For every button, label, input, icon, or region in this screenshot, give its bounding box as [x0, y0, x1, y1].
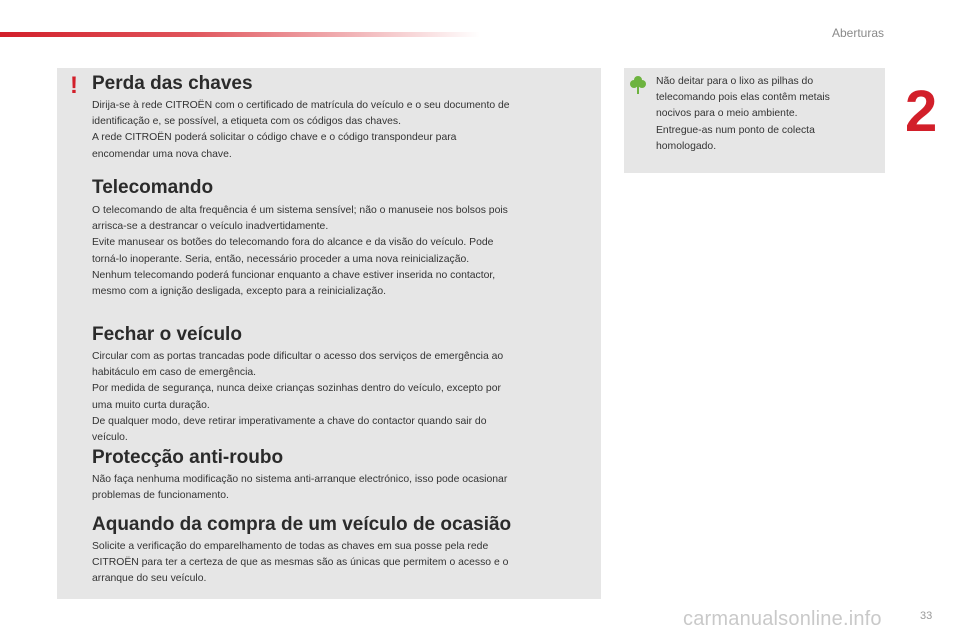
page-number: 33 [920, 610, 933, 622]
paragraph-compra-veiculo-ocasiao: Solicite a verificação do emparelhamento de todas as chaves em sua posse pela rede CITROËN para ter a certeza de que as mesmas são as únicas que permitem o acesso e o arranque do seu veículo. [92, 541, 509, 585]
paragraph-perda-das-chaves: Dirija-se à rede CITROËN com o certificado de matrícula do veículo e o seu documento de identificação e, se possível, a etiqueta com os códigos das chaves. A rede CITROËN poderá solicitar o código chave e o código transpondeur para encomendar uma nova chave. [92, 100, 510, 160]
paragraph-proteccao-anti-roubo: Não faça nenhuma modificação no sistema anti-arranque electrónico, isso pode ocasionar problemas de funcionamento. [92, 474, 508, 502]
chapter-number: 2 [905, 79, 938, 144]
leaf-icon [629, 75, 647, 100]
warning-icon: ! [70, 72, 78, 99]
heading-proteccao-anti-roubo: Protecção anti-roubo [92, 447, 284, 468]
paragraph-fechar-o-veiculo: Circular com as portas trancadas pode dificultar o acesso dos serviços de emergência ao habitáculo em caso de emergência. Por medida de segurança, nunca deixe crianças sozinhas dentro do veículo, excepto por uma muito curta duração. De qualquer modo, deve retirar imperativamente a chave do contactor quando sair do veículo. [92, 351, 504, 444]
watermark: carmanualsonline.info [683, 608, 882, 630]
heading-perda-das-chaves: Perda das chaves [92, 73, 253, 94]
header-accent-bar [0, 32, 480, 37]
heading-fechar-o-veiculo: Fechar o veículo [92, 324, 242, 345]
eco-note-text: Não deitar para o lixo as pilhas do telecomando pois elas contêm metais nocivos para o meio ambiente. Entregue-as num ponto de colecta homologado. [656, 76, 830, 152]
section-title: Aberturas [831, 26, 884, 40]
heading-telecomando: Telecomando [92, 177, 214, 198]
paragraph-telecomando: O telecomando de alta frequência é um sistema sensível; não o manuseie nos bolsos pois arrisca-se a destrancar o veículo inadvertidamente. Evite manusear os botões do telecomando fora do alcance e da visão do veículo. Pode torná-lo inoperante. Seria, então, necessário proceder a uma nova reinicialização. Nenhum telecomando poderá funcionar enquanto a chave estiver inserida no contactor, mesmo com a ignição desligada, excepto para a reinicialização. [92, 205, 508, 298]
heading-compra-veiculo-ocasiao: Aquando da compra de um veículo de ocasião [92, 514, 512, 535]
